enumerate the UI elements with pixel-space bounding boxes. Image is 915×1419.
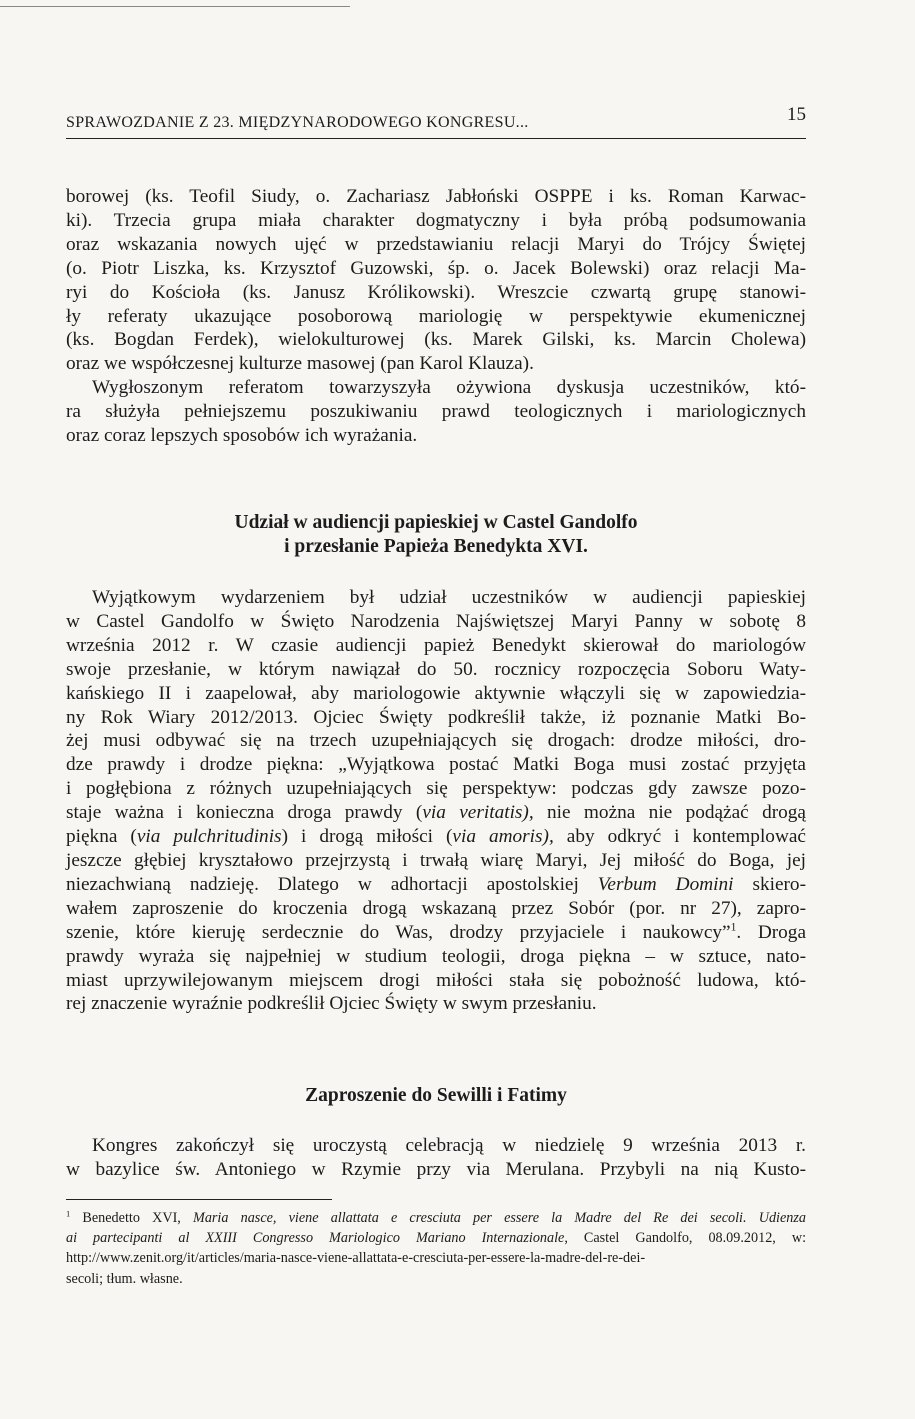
text-line: miast uprzywilejowanym miejscem drogi miłości stała się pobożność ludowa, któ-: [66, 969, 806, 991]
text-line: ki). Trzecia grupa miała charakter dogmatyczny i była próbą podsumowania: [66, 209, 806, 231]
text-line: Wygłoszonym referatom towarzyszyła ożywiona dyskusja uczestników, któ-: [92, 377, 806, 398]
text-line: września 2012 r. W czasie audiencji papież Benedykt skierował do mariologów: [66, 634, 806, 656]
citation-title: ai partecipanti al XXIII Congresso Mariologico Mariano Internazionale: [66, 1230, 565, 1247]
paragraph-3: [66, 586, 806, 1016]
text-line: kańskiego II i zaapelował, aby mariologowie aktywnie włączyli się w zapowiedzia-: [66, 682, 806, 704]
document-title: Verbum Domini: [597, 873, 734, 895]
section-heading-invitation: Zaproszenie do Sewilli i Fatimy: [305, 1085, 567, 1106]
text-line: [66, 921, 806, 945]
latin-term: via veritatis),: [422, 802, 534, 824]
text-line: jeszcze głębiej kryształowo przejrzystą i trwałą wiarę Maryi, Jej miłość do Boga, jej: [66, 849, 806, 871]
text-span: niezachwianą nadzieję. Dlatego w adhortacji apostolskiej: [66, 873, 598, 895]
text-span: aby odkryć i kontemplować: [553, 826, 806, 848]
footnote-line: secoli; tłum. własne.: [66, 1270, 183, 1287]
text-line: ny Rok Wiary 2012/2013. Ojciec Święty podkreślił także, iż poznanie Matki Bo-: [66, 706, 806, 728]
text-line: ra służyła pełniejszemu poszukiwaniu prawd teologicznych i mariologicznych: [66, 400, 806, 422]
text-line: [66, 873, 806, 897]
citation-title: Maria nasce, viene allattata e cresciuta per essere la Madre del Re dei secoli. Udienza: [193, 1210, 806, 1226]
text-line: w Castel Gandolfo w Święto Narodzenia Najświętszej Maryi Panny w sobotę 8: [66, 610, 806, 632]
footnote-1: [66, 1208, 806, 1289]
text-line: [66, 825, 806, 849]
footnote-line: [66, 1228, 806, 1248]
text-line: i pogłębiona z różnych uzupełniających się perspektyw: podczas gdy zawsze pozo-: [66, 778, 806, 800]
text-line: rej znaczenie wyraźnie podkreślił Ojciec Święty w swym przesłaniu.: [66, 993, 597, 1015]
text-line: prawdy wyraża się najpełniej w studium teologii, droga piękna – w sztuce, nato-: [66, 945, 806, 967]
text-span: Benedetto XVI,: [70, 1210, 193, 1226]
footnote-url[interactable]: http://www.zenit.org/it/articles/maria-nasce-viene-allattata-e-cresciuta-per-essere-la-madre-del-re-dei-: [66, 1250, 646, 1267]
latin-term: via amoris),: [452, 826, 554, 848]
page-header: [66, 102, 806, 139]
text-line: dze prawdy i drodze piękna: „Wyjątkowa postać Matki Boga musi zostać przyjęta: [66, 754, 806, 776]
text-span: nie można nie podążać drogą: [533, 802, 806, 824]
paragraph-4: [66, 1134, 806, 1182]
text-line: Wyjątkowym wydarzeniem był udział uczestników w audiencji papieskiej: [92, 587, 806, 608]
text-span: szenie, które kieruję serdecznie do Was, drodzy przyjaciele i naukowcy”: [66, 921, 731, 943]
text-line: ryi do Kościoła (ks. Janusz Królikowski). Wreszcie czwartą grupę stanowi-: [66, 281, 806, 303]
text-line: (o. Piotr Liszka, ks. Krzysztof Guzowski, śp. o. Jacek Bolewski) oraz relacji Ma-: [66, 257, 806, 279]
footnote-marker: 1: [66, 1208, 71, 1219]
footnote-line: [66, 1208, 806, 1228]
text-line: oraz coraz lepszych sposobów ich wyrażania.: [66, 424, 418, 446]
text-line: żej musi odbywać się na trzech uzupełniających się drogach: drodze miłości, dro-: [66, 730, 806, 752]
heading-line: i przesłanie Papieża Benedykta XVI.: [284, 536, 588, 557]
text-span: staje ważna i konieczna droga prawdy (: [66, 802, 423, 824]
text-line: borowej (ks. Teofil Siudy, o. Zachariasz Jabłoński OSPPE i ks. Roman Karwac-: [66, 186, 806, 207]
text-line: (ks. Bogdan Ferdek), wielokulturowej (ks. Marek Gilski, ks. Marcin Cholewa): [66, 329, 806, 351]
text-line: ły referaty ukazujące posoborową mariologię w perspektywie ekumenicznej: [66, 305, 806, 327]
text-line: oraz wskazania nowych ujęć w przedstawianiu relacji Maryi do Trójcy Świętej: [66, 233, 806, 255]
top-scan-line: [0, 6, 350, 7]
text-line: swoje przesłanie, w którym nawiązał do 50. rocznicy rozpoczęcia Soboru Waty-: [66, 658, 806, 680]
text-span: . Droga: [736, 921, 807, 943]
paragraph-2: [66, 376, 806, 448]
text-span: ) i drogą miłości (: [281, 826, 453, 848]
text-line: wałem zaproszenie do kroczenia drogą wskazaną przez Sobór (por. nr 27), zapro-: [66, 897, 806, 919]
text-span: , Castel Gandolfo, 08.09.2012, w:: [564, 1230, 807, 1247]
text-line: [66, 801, 806, 825]
text-line: oraz we współczesnej kulturze masowej (pan Karol Klauza).: [66, 353, 534, 375]
latin-term: via pulchritudinis: [136, 826, 282, 848]
text-span: piękna (: [66, 826, 137, 848]
text-line: w bazylice św. Antoniego w Rzymie przy via Merulana. Przybyli na nią Kusto-: [66, 1158, 806, 1180]
text-span: skiero-: [733, 873, 806, 895]
heading-line: Udział w audiencji papieskiej w Castel Gandolfo: [234, 512, 638, 533]
paragraph-1: [66, 185, 806, 376]
footnote-ref[interactable]: 1: [730, 920, 737, 934]
running-head: SPRAWOZDANIE Z 23. MIĘDZYNARODOWEGO KONGRESU...: [66, 114, 529, 131]
text-line: Kongres zakończył się uroczystą celebracją w niedzielę 9 września 2013 r.: [92, 1135, 806, 1156]
section-heading-audience: [66, 511, 806, 559]
footnote-rule: [66, 1199, 332, 1200]
page-number: 15: [787, 104, 806, 125]
